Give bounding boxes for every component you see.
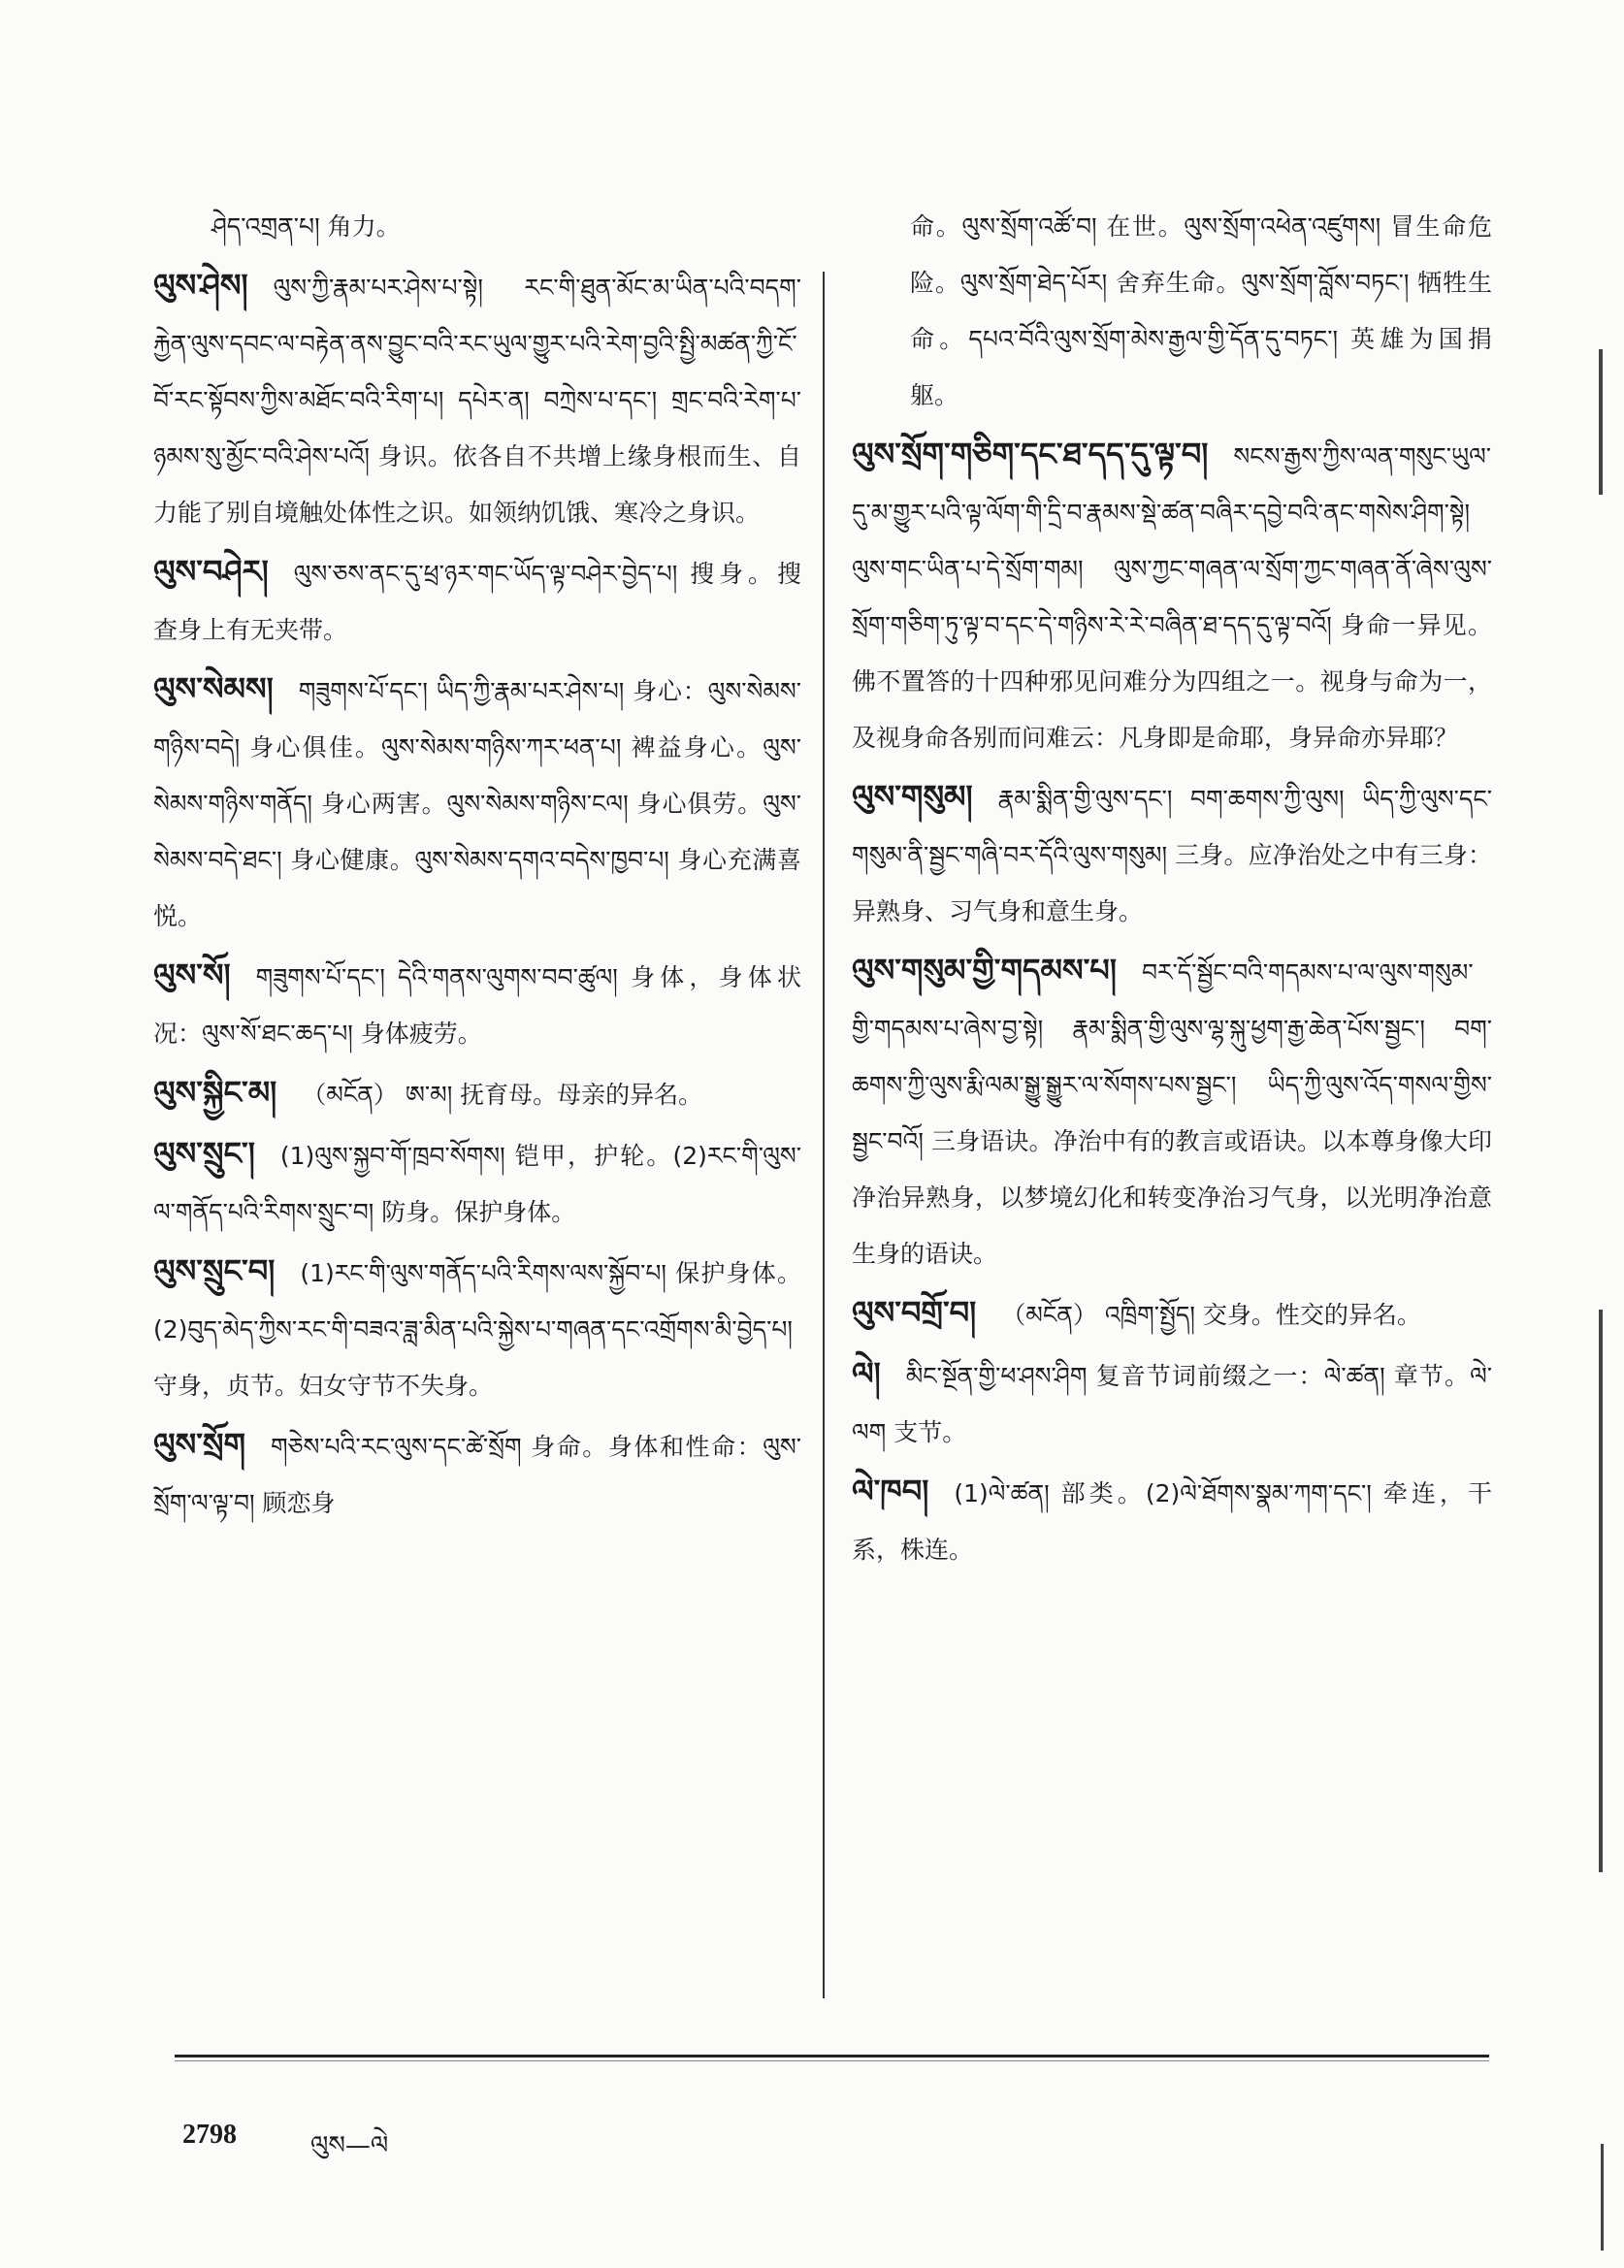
left-column [153,199,801,1534]
entry-headword: ལུས་སྲོག་གཅིག་དང་ཐ་དད་དུ་ལྟ་བ། [852,436,1209,472]
edge-mark [1601,2144,1604,2251]
entry-headword: ལུས་བཤེར། [153,553,269,590]
entry-headword: ལེ་ཁབ། [852,1473,929,1509]
edge-mark [1599,1310,1603,1872]
entry-headword: ལུས་སྲུང་བ། [153,1252,276,1289]
entry-text: མིང་སྔོན་གྱི་ཕ་ཤས་ཤིག 复音节词前缀之一：ལེ་ཚན། 章节。ལེ་ལག 支节。 [852,1362,1492,1446]
entry-headword: ལེ། [852,1355,881,1392]
running-head: ལུས—ལེ [310,2131,389,2160]
entry-headword: ལུས་སེམས། [153,670,274,707]
entry-text: (1)རང་གི་ལུས་གནོད་པའི་རིགས་ལས་སྐྱོབ་པ། 保护身体。(2)བུད་མེད་ཀྱིས་རང་གི་བཟའ་ཟླ་མིན་པའི་སྐྱེས་པ་གཞན་དང་འགྲོགས་མི་བྱེད་པ། 守身，贞节。妇女守节不失身。 [153,1259,801,1400]
footer-rule [175,2055,1489,2057]
dictionary-entry [852,199,1492,424]
entry-text: (1)ལེ་ཚན། 部类。(2)ལེ་ཐོགས་སྣམ་ཀག་དང་། 牵连，干系，株连。 [852,1479,1492,1564]
dictionary-entry [153,257,801,541]
entry-text: （མངོན） འཁྲིག་སྤྱོད། 交身。性交的异名。 [1001,1301,1421,1329]
dictionary-entry [852,1463,1492,1578]
dictionary-entry [153,661,801,945]
dictionary-entry [852,1345,1492,1461]
entry-headword: ལུས་སྐྱིང་མ། [153,1074,277,1111]
page-number: 2798 [182,2120,237,2150]
entry-text: སངས་རྒྱས་ཀྱིས་ལན་གསུང་ཡུལ་དུ་མ་གྱུར་པའི་ལྟ་ལོག་གི་དྲི་བ་རྣམས་སྡེ་ཚན་བཞིར་དབྱེ་བའི་ནང་གསེས་ཤིག་སྟེ། ལུས་གང་ཡིན་པ་དེ་སྲོག་གམ། ལུས་ཀྱང་གཞན་ལ་སྲོག་ཀྱང་གཞན་ནོ་ཞེས་ལུས་སྲོག་གཅིག་ཏུ་ལྟ་བ་དང་དེ་གཉིས་རེ་རེ་བཞིན་ཐ་དད་དུ་ལྟ་བའོ། 身命一异见。佛不置答的十四种邪见问难分为四组之一。视身与命为一，及视身命各别而问难云：凡身即是命耶，身异命亦异耶？ [852,442,1492,752]
entry-headword: ལུས་སྲུང་། [153,1135,255,1172]
dictionary-entry [153,199,801,255]
dictionary-entry [852,1284,1492,1344]
entry-text: (1)ལུས་སྐྱབ་གོ་ཁྲབ་སོགས། 铠甲，护轮。(2)རང་གི་ལུས་ལ་གནོད་པའི་རིགས་སྲུང་བ། 防身。保护身体。 [153,1142,801,1226]
dictionary-entry [153,1125,801,1241]
dictionary-entry [852,942,1492,1282]
entry-headword: ལུས་གསུམ་གྱི་གདམས་པ། [852,952,1117,988]
entry-text: 命。ལུས་སྲོག་འཚོ་བ། 在世。ལུས་སྲོག་འཕེན་འཛུགས། 冒生命危险。ལུས་སྲོག་ཐེད་པོར། 舍弃生命。ལུས་སྲོག་བློས་བཏང་། 牺牲生命。དཔའ་བོའི་ལུས་སྲོག་མེས་རྒྱལ་གྱི་དོན་དུ་བཏང་། 英雄为国捐躯。 [910,212,1492,409]
dictionary-entry [153,1416,801,1532]
entry-text: （མངོན） ཨ་མ། 抚育母。母亲的异名。 [302,1081,703,1109]
right-column [852,199,1492,1580]
entry-text: ཤེད་འགྲན་པ། 角力。 [211,212,401,241]
entry-headword: ལུས་བགྲོ་བ། [852,1294,977,1331]
entry-text: ལུས་ཀྱི་རྣམ་པར་ཤེས་པ་སྟེ། རང་གི་ཐུན་མོང་མ་ཡིན་པའི་བདག་རྐྱེན་ལུས་དབང་ལ་བརྟེན་ནས་བྱུང་བའི་རང་ཡུལ་གྱུར་པའི་རེག་བྱའི་སྤྱི་མཚན་ཀྱི་ངོ་བོ་རང་སྟོབས་ཀྱིས་མཐོང་བའི་རིག་པ། དཔེར་ན། བཀྲེས་པ་དང་། གྲང་བའི་རེག་པ་ཉམས་སུ་མྱོང་བའི་ཤེས་པའོ། 身识。依各自不共增上缘身根而生、自力能了别自境触处体性之识。如领纳饥饿、寒冷之身识。 [153,274,801,527]
entry-text: གཅེས་པའི་རང་ལུས་དང་ཚེ་སྲོག 身命。身体和性命：ལུས་སྲོག་ལ་ལྟ་བ། 顾恋身 [153,1433,801,1517]
dictionary-entry [153,1243,801,1414]
entry-text: གཟུགས་པོ་དང་། དེའི་གནས་ལུགས་བབ་ཚུལ། 身体，身体状况：ལུས་སོ་ཐང་ཆད་པ། 身体疲劳。 [153,963,801,1048]
entry-text: གཟུགས་པོ་དང་། ཡིད་ཀྱི་རྣམ་པར་ཤེས་པ། 身心：ལུས་སེམས་གཉིས་བདེ། 身心俱佳。ལུས་སེམས་གཉིས་ཀར་ཕན་པ། 裨益身心。ལུས་སེམས་གཉིས་གནོད། 身心两害。ལུས་སེམས་གཉིས་ངལ། 身心俱劳。ལུས་སེམས་བདེ་ཐང་། 身心健康。ལུས་སེམས་དགའ་བདེས་ཁྱབ་པ། 身心充满喜悦。 [153,677,801,930]
entry-headword: ལུས་ཤེས། [153,267,248,304]
dictionary-entry [852,426,1492,766]
entry-text: ལུས་ཅས་ནང་དུ་ཕྲ་ཉར་གང་ཡོད་ལྟ་བཤེར་བྱེད་པ། 搜身。搜查身上有无夹带。 [153,560,801,644]
dictionary-entry [153,947,801,1062]
dictionary-entry [153,1064,801,1123]
dictionary-entry [852,768,1492,940]
entry-headword: ལུས་གསུམ། [852,778,973,815]
entry-headword: ལུས་སོ། [153,956,231,993]
dictionary-entry [153,543,801,659]
footer-rule-thin [175,2060,1489,2061]
entry-text: བར་དོ་སྦྱོང་བའི་གདམས་པ་ལ་ལུས་གསུམ་གྱི་གདམས་པ་ཞེས་བྱ་སྟེ། རྣམ་སྨིན་གྱི་ལུས་ལྷ་སྐུ་ཕྱག་རྒྱ་ཆེན་པོས་སྦྱང་། བག་ཆགས་ཀྱི་ལུས་རྨི་ལམ་སྒྱུ་སྒྱུར་ལ་སོགས་པས་སྦྱང་། ཡིད་ཀྱི་ལུས་འོད་གསལ་གྱིས་སྦྱང་བའོ། 三身语诀。净治中有的教言或语诀。以本尊身像大印净治异熟身，以梦境幻化和转变净治习气身，以光明净治意生身的语诀。 [852,958,1492,1268]
column-divider [823,272,825,1998]
entry-headword: ལུས་སྲོག [153,1426,246,1463]
edge-mark [1599,349,1603,495]
entry-text: རྣམ་སྨིན་གྱི་ལུས་དང་། བག་ཆགས་ཀྱི་ལུས། ཡིད་ཀྱི་ལུས་དང་གསུམ་ནི་སྦྱང་གཞི་བར་དོའི་ལུས་གསུམ། 三身。应净治处之中有三身：异熟身、习气身和意生身。 [852,785,1492,925]
